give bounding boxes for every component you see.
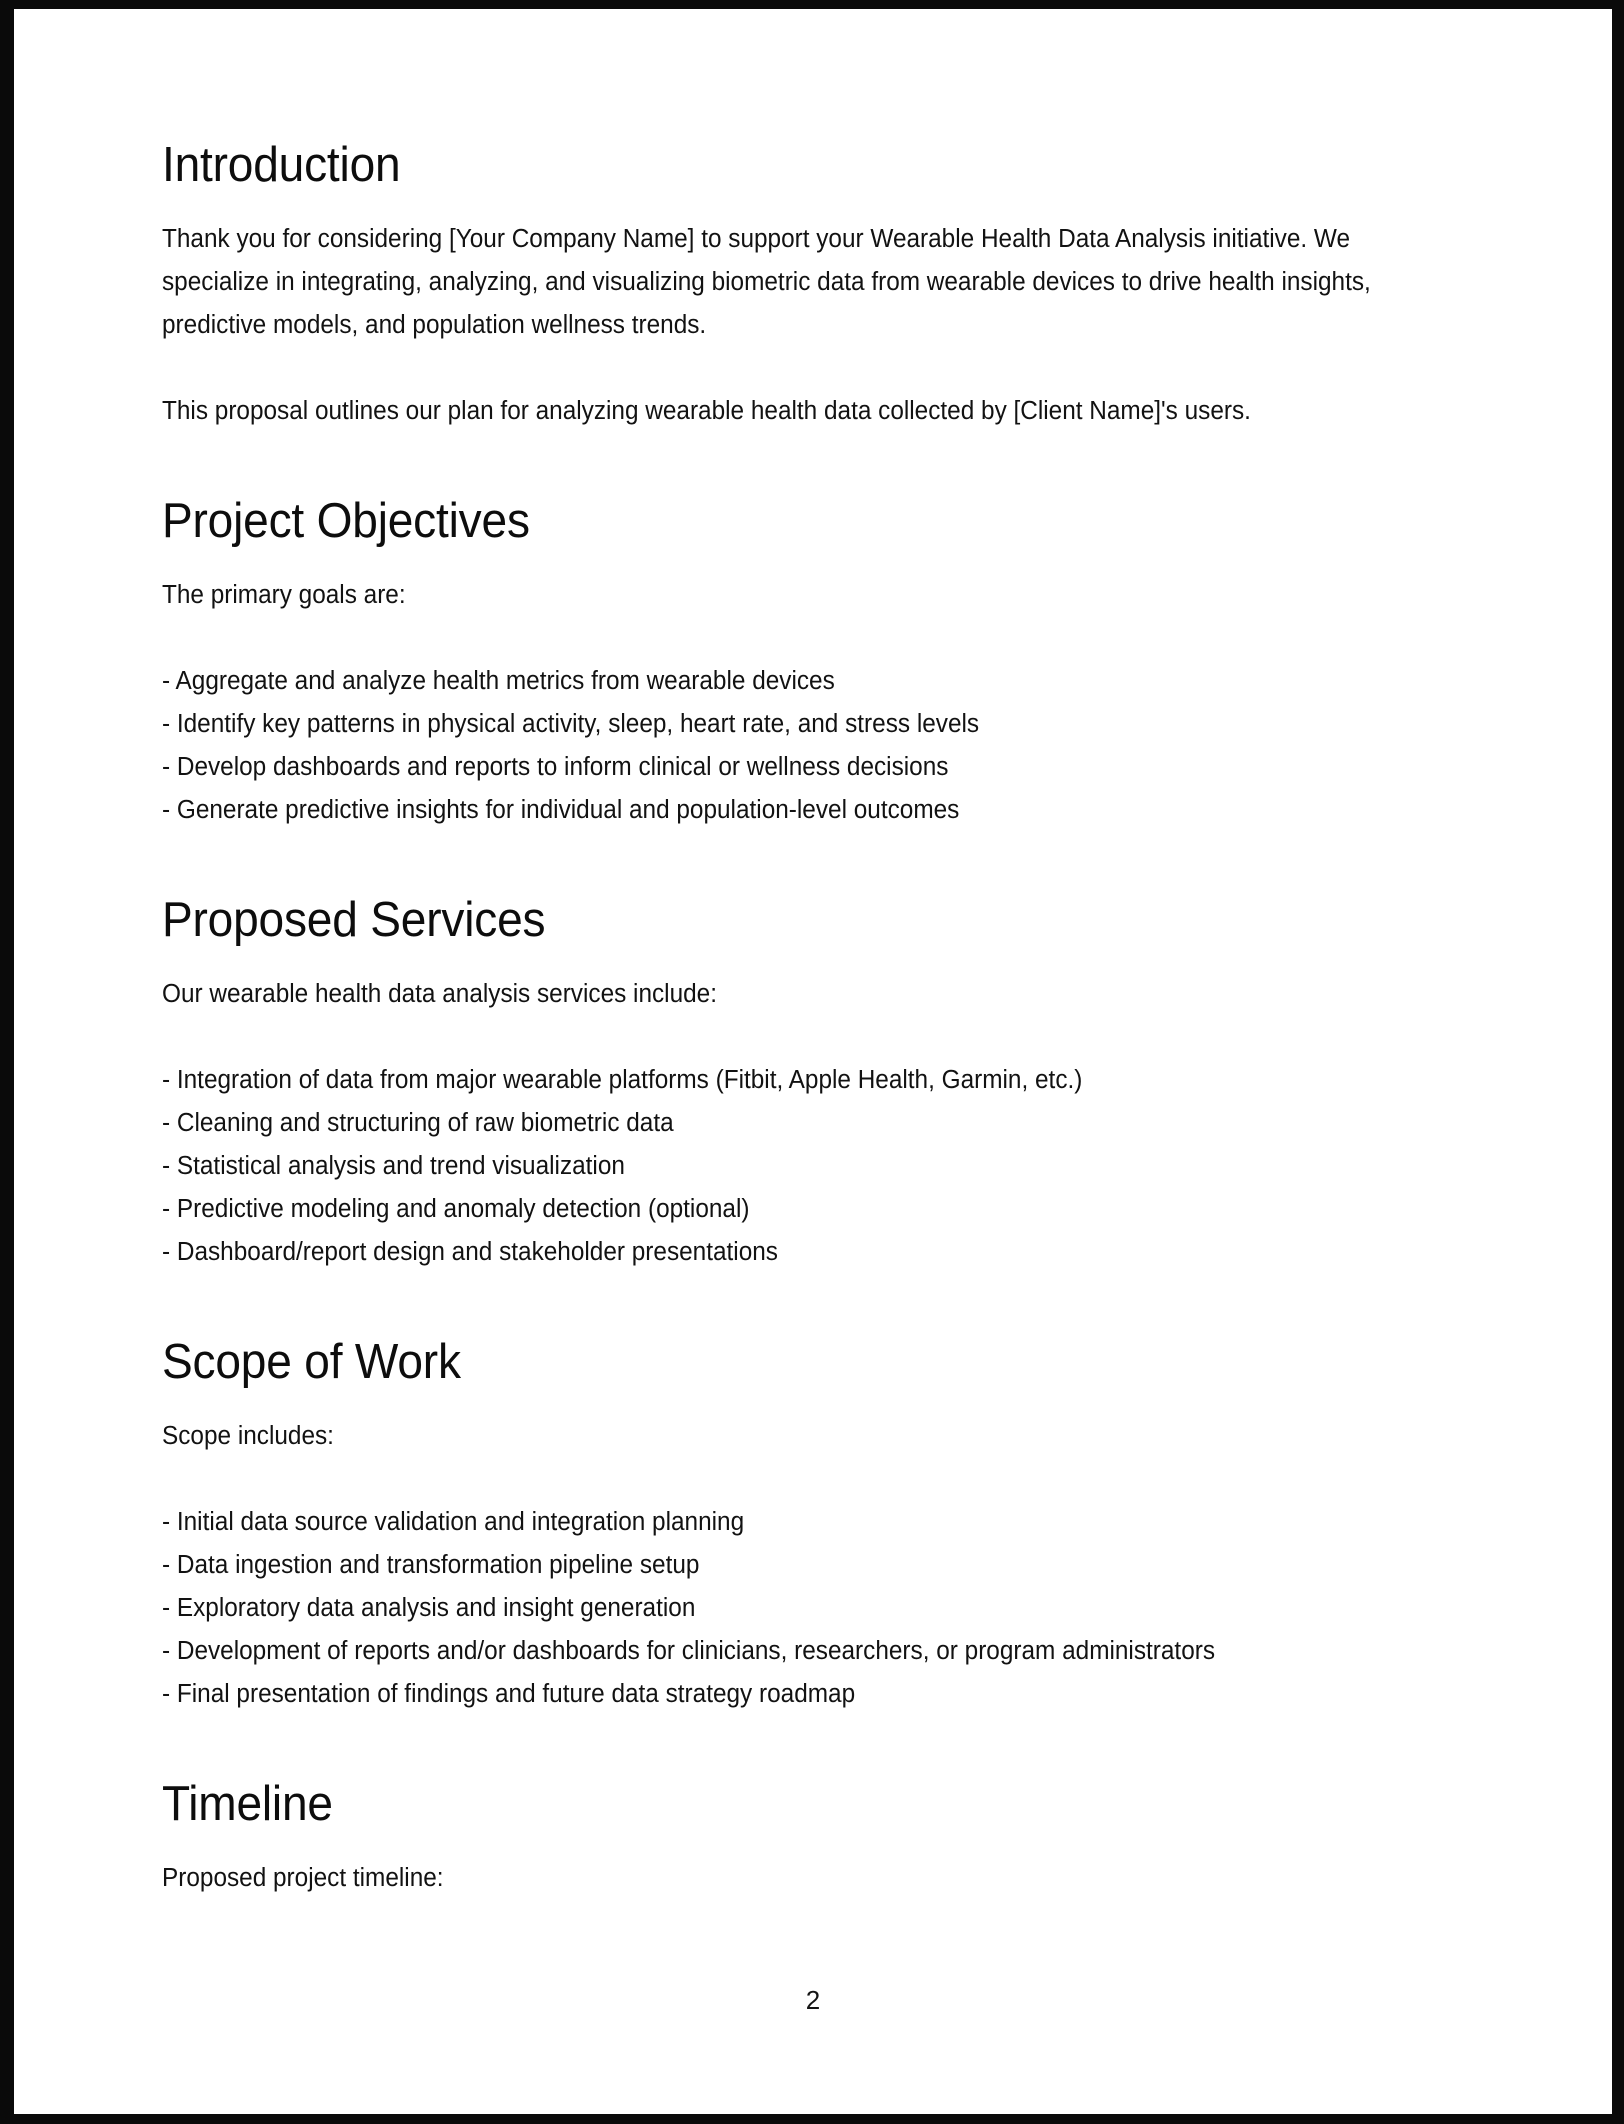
section-heading-proposed-services: Proposed Services — [162, 892, 546, 947]
list-item: - Develop dashboards and reports to inform clinical or wellness decisions — [162, 752, 949, 781]
project-objectives-list — [162, 660, 1492, 832]
scope-of-work-intro: Scope includes: — [162, 1421, 334, 1450]
scope-of-work-list — [162, 1501, 1492, 1716]
project-objectives-intro: The primary goals are: — [162, 580, 406, 609]
list-item: - Final presentation of findings and future data strategy roadmap — [162, 1679, 856, 1708]
list-item: - Initial data source validation and integration planning — [162, 1507, 745, 1536]
section-heading-project-objectives: Project Objectives — [162, 493, 530, 548]
introduction-paragraph-2: This proposal outlines our plan for analyzing wearable health data collected by [Client Name]'s users. — [162, 396, 1251, 425]
list-item: - Statistical analysis and trend visualization — [162, 1151, 625, 1180]
section-heading-introduction: Introduction — [162, 138, 401, 192]
document-body — [162, 139, 1492, 1900]
list-item: - Data ingestion and transformation pipeline setup — [162, 1550, 700, 1579]
introduction-paragraph-1: Thank you for considering [Your Company Name] to support your Wearable Health Data Analysis initiative. We specialize in integrating, analyzing, and visualizing biometric data from wearable devices to drive health insights, predictive models, and population wellness trends. — [162, 224, 1371, 339]
list-item: - Cleaning and structuring of raw biometric data — [162, 1108, 674, 1137]
list-item: - Exploratory data analysis and insight generation — [162, 1593, 696, 1622]
section-heading-timeline: Timeline — [162, 1776, 333, 1831]
document-page — [14, 9, 1612, 2114]
page-number: 2 — [805, 1985, 821, 2015]
section-heading-scope-of-work: Scope of Work — [162, 1334, 461, 1389]
proposed-services-list — [162, 1059, 1492, 1274]
list-item: - Predictive modeling and anomaly detection (optional) — [162, 1194, 750, 1223]
timeline-intro: Proposed project timeline: — [162, 1863, 444, 1892]
list-item: - Integration of data from major wearable platforms (Fitbit, Apple Health, Garmin, etc.) — [162, 1065, 1083, 1094]
list-item: - Generate predictive insights for individual and population-level outcomes — [162, 795, 960, 824]
list-item: - Development of reports and/or dashboards for clinicians, researchers, or program administrators — [162, 1636, 1216, 1665]
list-item: - Identify key patterns in physical activity, sleep, heart rate, and stress levels — [162, 709, 980, 738]
list-item: - Dashboard/report design and stakeholder presentations — [162, 1237, 778, 1266]
list-item: - Aggregate and analyze health metrics from wearable devices — [162, 666, 835, 695]
proposed-services-intro: Our wearable health data analysis services include: — [162, 979, 718, 1008]
